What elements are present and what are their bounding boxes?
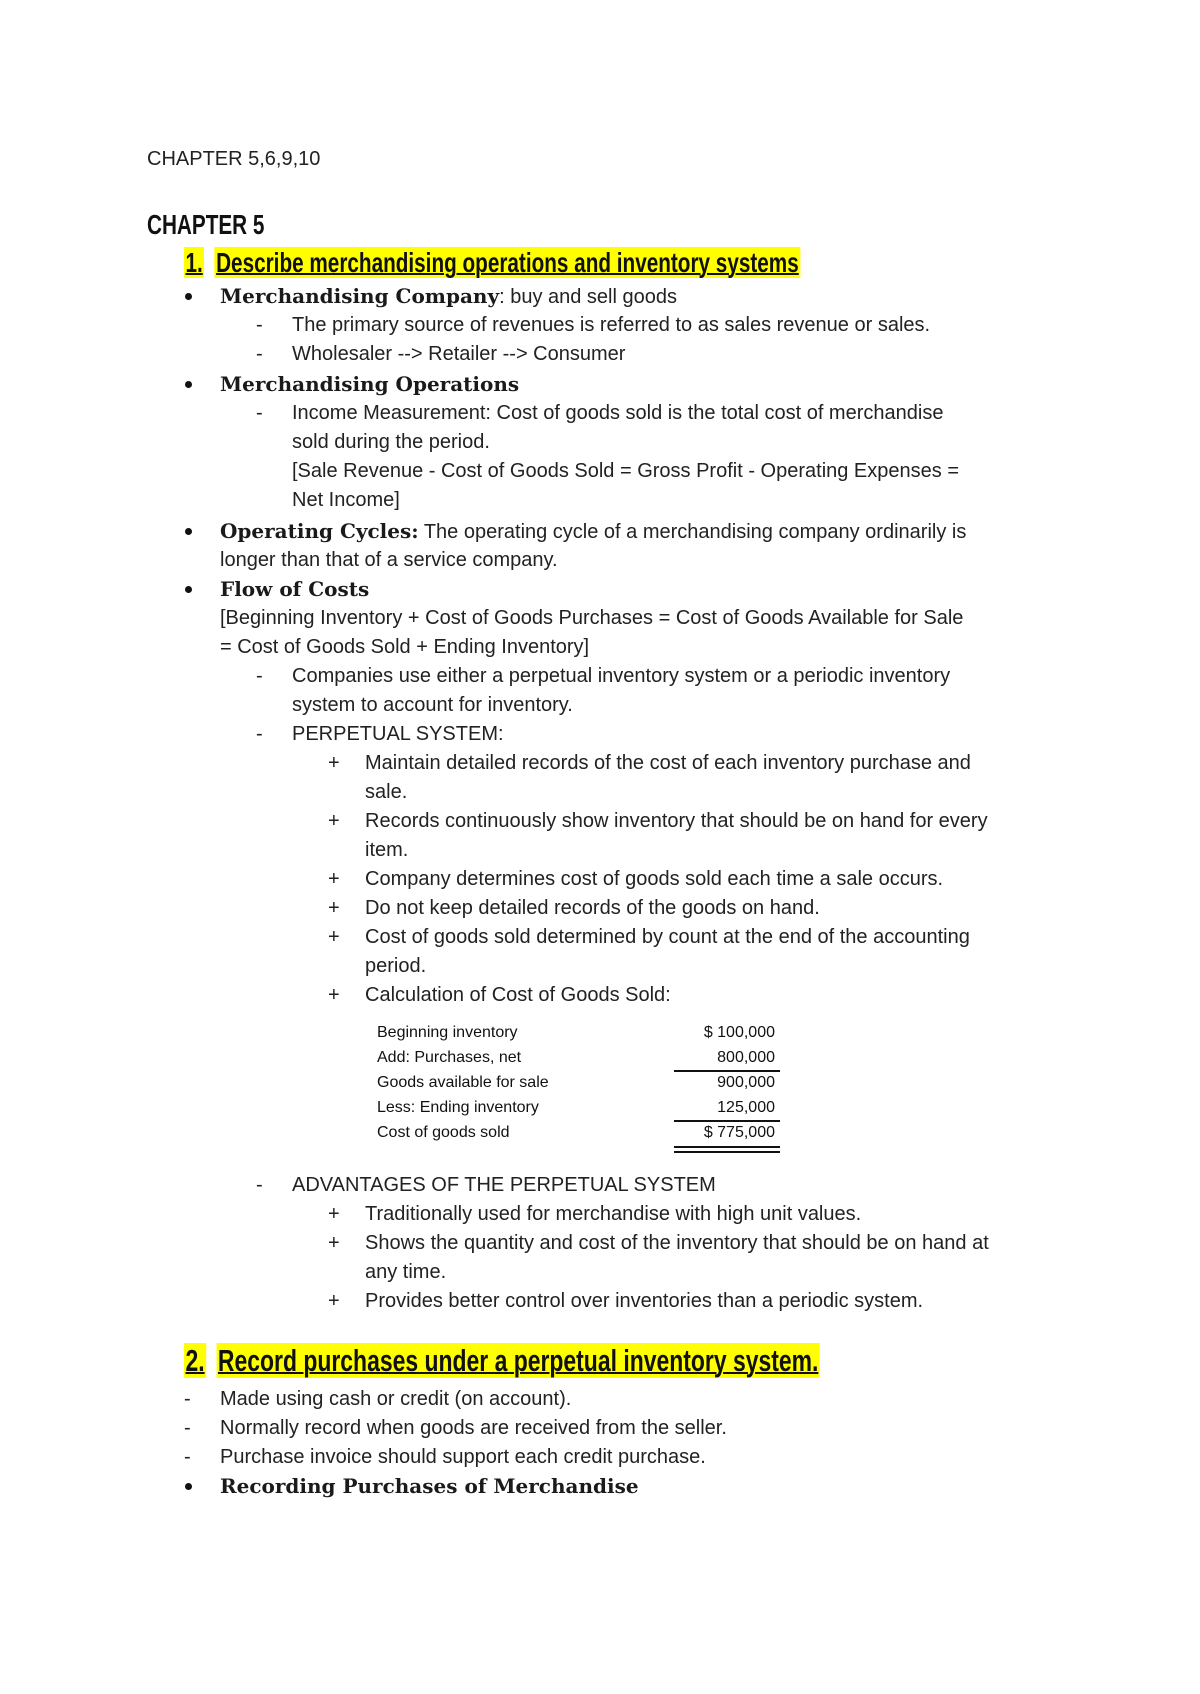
section-2-heading <box>184 1342 820 1380</box>
bullet-icon <box>185 528 192 535</box>
cogs-label-beginning-inventory: Beginning inventory <box>377 1024 518 1041</box>
advantages-heading: ADVANTAGES OF THE PERPETUAL SYSTEM <box>292 1174 716 1196</box>
list-item: Cost of goods sold determined by count at the end of the accounting <box>365 926 970 948</box>
dash-icon: - <box>184 1446 191 1468</box>
list-item-continued: any time. <box>365 1261 447 1283</box>
cogs-value-goods-available: 900,000 <box>717 1074 775 1091</box>
cogs-value-ending-inventory: 125,000 <box>717 1099 775 1116</box>
perpetual-system-heading: PERPETUAL SYSTEM: <box>292 723 504 745</box>
dash-icon: - <box>256 343 263 365</box>
section-2-number: 2. <box>185 1343 205 1378</box>
list-item: Made using cash or credit (on account). <box>220 1388 572 1410</box>
section-1-title: Describe merchandising operations and inventory systems <box>216 247 799 278</box>
gross-profit-formula-continued: Net Income] <box>292 489 400 511</box>
plus-icon: + <box>328 926 340 948</box>
list-item: Traditionally used for merchandise with high unit values. <box>365 1203 862 1225</box>
list-item: Company determines cost of goods sold each time a sale occurs. <box>365 868 944 890</box>
definition-text: The operating cycle of a merchandising company ordinarily is <box>418 521 967 543</box>
list-item-continued: period. <box>365 955 427 977</box>
gross-profit-formula: [Sale Revenue - Cost of Goods Sold = Gross Profit - Operating Expenses = <box>292 460 960 482</box>
term-recording-purchases: Recording Purchases of Merchandise <box>220 1474 639 1498</box>
dash-icon: - <box>256 402 263 424</box>
total-double-rule <box>674 1146 780 1148</box>
cogs-value-purchases: 800,000 <box>717 1049 775 1066</box>
list-item: Wholesaler --> Retailer --> Consumer <box>292 343 626 365</box>
bullet-icon <box>185 1483 192 1490</box>
bullet-icon <box>185 586 192 593</box>
chapter-heading: CHAPTER 5 <box>147 209 265 240</box>
list-item: Maintain detailed records of the cost of each inventory purchase and <box>365 752 971 774</box>
section-1-number: 1. <box>185 247 203 278</box>
cogs-label-goods-available: Goods available for sale <box>377 1074 549 1091</box>
section-2-title: Record purchases under a perpetual inventory system. <box>217 1343 819 1378</box>
total-double-rule <box>674 1151 780 1153</box>
dash-icon: - <box>256 723 263 745</box>
cogs-label-ending-inventory: Less: Ending inventory <box>377 1099 539 1116</box>
bullet-icon <box>185 381 192 388</box>
cogs-value-cost-of-goods-sold: $ 775,000 <box>703 1124 775 1141</box>
term-merchandising-company: Merchandising Company <box>220 284 500 308</box>
list-item-continued: system to account for inventory. <box>292 694 573 716</box>
list-item: The primary source of revenues is referred to as sales revenue or sales. <box>292 314 931 336</box>
plus-icon: + <box>328 897 340 919</box>
bullet-icon <box>185 293 192 300</box>
dash-icon: - <box>184 1388 191 1410</box>
plus-icon: + <box>328 984 340 1006</box>
list-item: Provides better control over inventories than a periodic system. <box>365 1290 924 1312</box>
document-title: CHAPTER 5,6,9,10 <box>147 148 321 170</box>
dash-icon: - <box>256 665 263 687</box>
term-merchandising-operations: Merchandising Operations <box>220 372 520 396</box>
list-item-continued: sold during the period. <box>292 431 490 453</box>
dash-icon: - <box>256 1174 263 1196</box>
plus-icon: + <box>328 1232 340 1254</box>
bullet-operating-cycles <box>220 517 966 547</box>
plus-icon: + <box>328 752 340 774</box>
plus-icon: + <box>328 868 340 890</box>
plus-icon: + <box>328 1203 340 1225</box>
list-item: Companies use either a perpetual inventory system or a periodic inventory <box>292 665 951 687</box>
cogs-label-cost-of-goods-sold: Cost of goods sold <box>377 1124 510 1141</box>
definition-text: : buy and sell goods <box>499 286 677 308</box>
section-1-heading <box>184 246 800 280</box>
flow-of-costs-formula: [Beginning Inventory + Cost of Goods Purchases = Cost of Goods Available for Sale <box>220 607 964 629</box>
list-item: Calculation of Cost of Goods Sold: <box>365 984 671 1006</box>
list-item: Normally record when goods are received from the seller. <box>220 1417 727 1439</box>
cogs-value-beginning-inventory: $ 100,000 <box>703 1024 775 1041</box>
term-flow-of-costs: Flow of Costs <box>220 577 370 601</box>
cogs-label-purchases: Add: Purchases, net <box>377 1049 522 1066</box>
list-item: Do not keep detailed records of the goods on hand. <box>365 897 820 919</box>
bullet-merchandising-company <box>220 282 677 312</box>
flow-of-costs-formula-continued: = Cost of Goods Sold + Ending Inventory] <box>220 636 590 658</box>
dash-icon: - <box>184 1417 191 1439</box>
list-item: Records continuously show inventory that should be on hand for every <box>365 810 988 832</box>
list-item: Purchase invoice should support each credit purchase. <box>220 1446 706 1468</box>
list-item: Shows the quantity and cost of the inventory that should be on hand at <box>365 1232 989 1254</box>
term-operating-cycles: Operating Cycles: <box>220 519 419 543</box>
list-item-continued: sale. <box>365 781 408 803</box>
dash-icon: - <box>256 314 263 336</box>
plus-icon: + <box>328 1290 340 1312</box>
definition-text-continued: longer than that of a service company. <box>220 549 558 571</box>
plus-icon: + <box>328 810 340 832</box>
list-item: Income Measurement: Cost of goods sold is the total cost of merchandise <box>292 402 944 424</box>
list-item-continued: item. <box>365 839 409 861</box>
